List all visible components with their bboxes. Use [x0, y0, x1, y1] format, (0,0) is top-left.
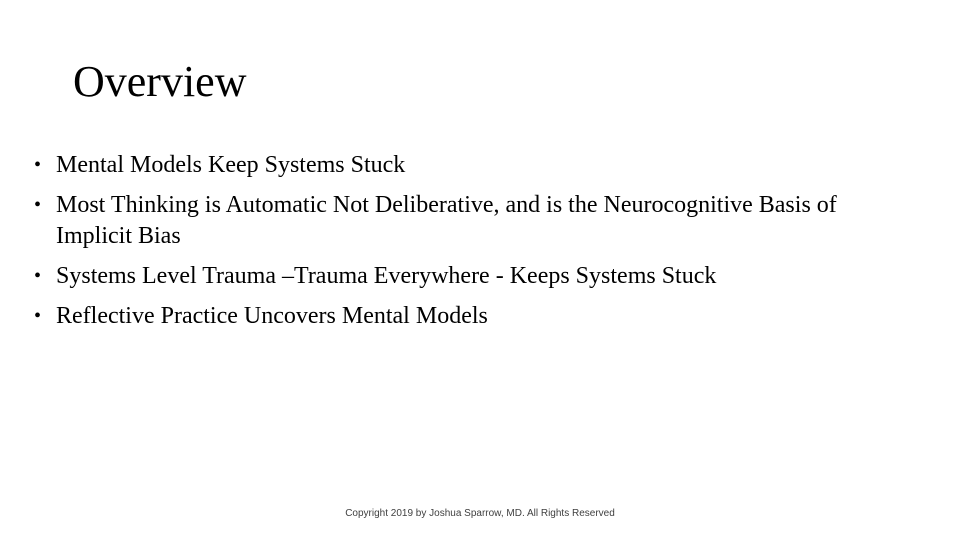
bullet-text: Reflective Practice Uncovers Mental Models [56, 303, 488, 329]
bullet-glyph: • [34, 194, 42, 216]
bullet-item [34, 301, 894, 332]
bullet-item [34, 261, 894, 292]
bullet-text: Systems Level Trauma –Trauma Everywhere - Keeps Systems Stuck [56, 263, 717, 289]
bullet-text: Mental Models Keep Systems Stuck [56, 152, 406, 178]
slide-title: Overview [73, 57, 247, 106]
bullet-item [34, 150, 894, 181]
bullet-text: Most Thinking is Automatic Not Deliberative, and is the Neurocognitive Basis of Implicit Bias [56, 192, 837, 249]
bullet-glyph: • [34, 305, 42, 327]
bullet-glyph: • [34, 154, 42, 176]
bullet-glyph: • [34, 265, 42, 287]
bullet-item [34, 190, 894, 252]
copyright-footer: Copyright 2019 by Joshua Sparrow, MD. All Rights Reserved [345, 508, 615, 519]
bullet-list [34, 150, 894, 341]
